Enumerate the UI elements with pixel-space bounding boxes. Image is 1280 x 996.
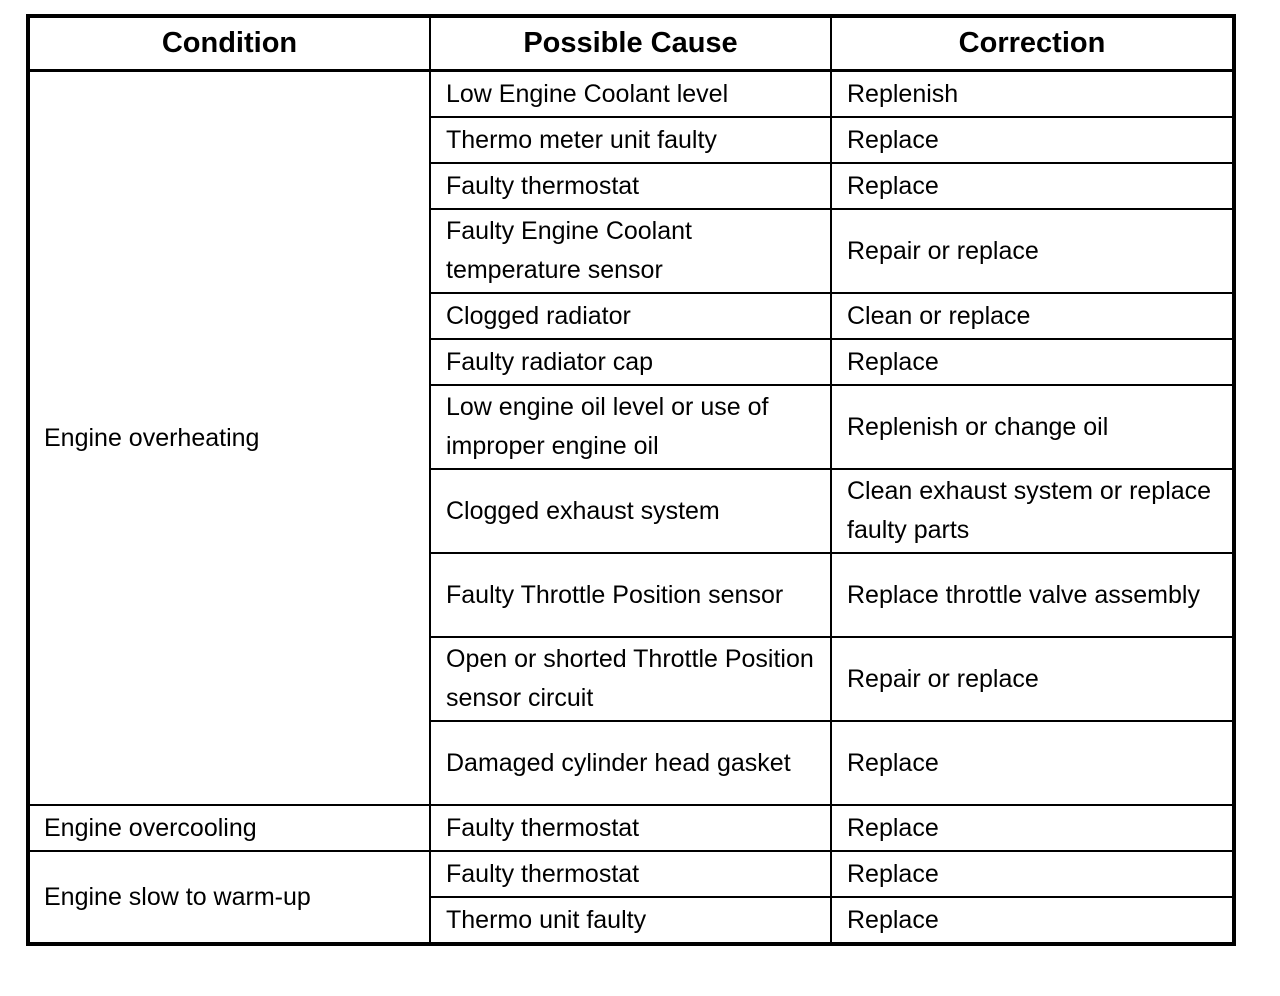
correction-cell: Replenish or change oil [831, 385, 1234, 469]
condition-cell: Engine overcooling [28, 805, 430, 851]
possible-cause-header: Possible Cause [430, 16, 831, 71]
correction-cell: Clean exhaust system or replace faulty parts [831, 469, 1234, 553]
cause-cell: Thermo unit faulty [430, 897, 831, 944]
correction-cell: Repair or replace [831, 209, 1234, 293]
cause-cell: Faulty thermostat [430, 805, 831, 851]
cause-cell: Open or shorted Throttle Position sensor circuit [430, 637, 831, 721]
condition-cell: Engine slow to warm-up [28, 851, 430, 944]
condition-header: Condition [28, 16, 430, 71]
cause-cell: Clogged exhaust system [430, 469, 831, 553]
correction-cell: Replace [831, 339, 1234, 385]
correction-cell: Replace [831, 163, 1234, 209]
cause-cell: Faulty Throttle Position sensor [430, 553, 831, 637]
correction-cell: Repair or replace [831, 637, 1234, 721]
correction-cell: Replace throttle valve assembly [831, 553, 1234, 637]
correction-cell: Replace [831, 117, 1234, 163]
cause-cell: Faulty Engine Coolant temperature sensor [430, 209, 831, 293]
cause-cell: Low Engine Coolant level [430, 71, 831, 118]
condition-cell: Engine overheating [28, 71, 430, 806]
table-row [28, 805, 1234, 851]
correction-cell: Replace [831, 805, 1234, 851]
cause-cell: Low engine oil level or use of improper engine oil [430, 385, 831, 469]
cause-cell: Thermo meter unit faulty [430, 117, 831, 163]
correction-cell: Replenish [831, 71, 1234, 118]
cause-cell: Faulty thermostat [430, 851, 831, 897]
correction-cell: Replace [831, 897, 1234, 944]
correction-cell: Clean or replace [831, 293, 1234, 339]
cause-cell: Damaged cylinder head gasket [430, 721, 831, 805]
table-row [28, 851, 1234, 897]
correction-header: Correction [831, 16, 1234, 71]
cause-cell: Faulty thermostat [430, 163, 831, 209]
correction-cell: Replace [831, 721, 1234, 805]
cause-cell: Faulty radiator cap [430, 339, 831, 385]
cause-cell: Clogged radiator [430, 293, 831, 339]
table-row [28, 71, 1234, 118]
header-row [28, 16, 1234, 71]
correction-cell: Replace [831, 851, 1234, 897]
troubleshooting-table [26, 14, 1236, 946]
